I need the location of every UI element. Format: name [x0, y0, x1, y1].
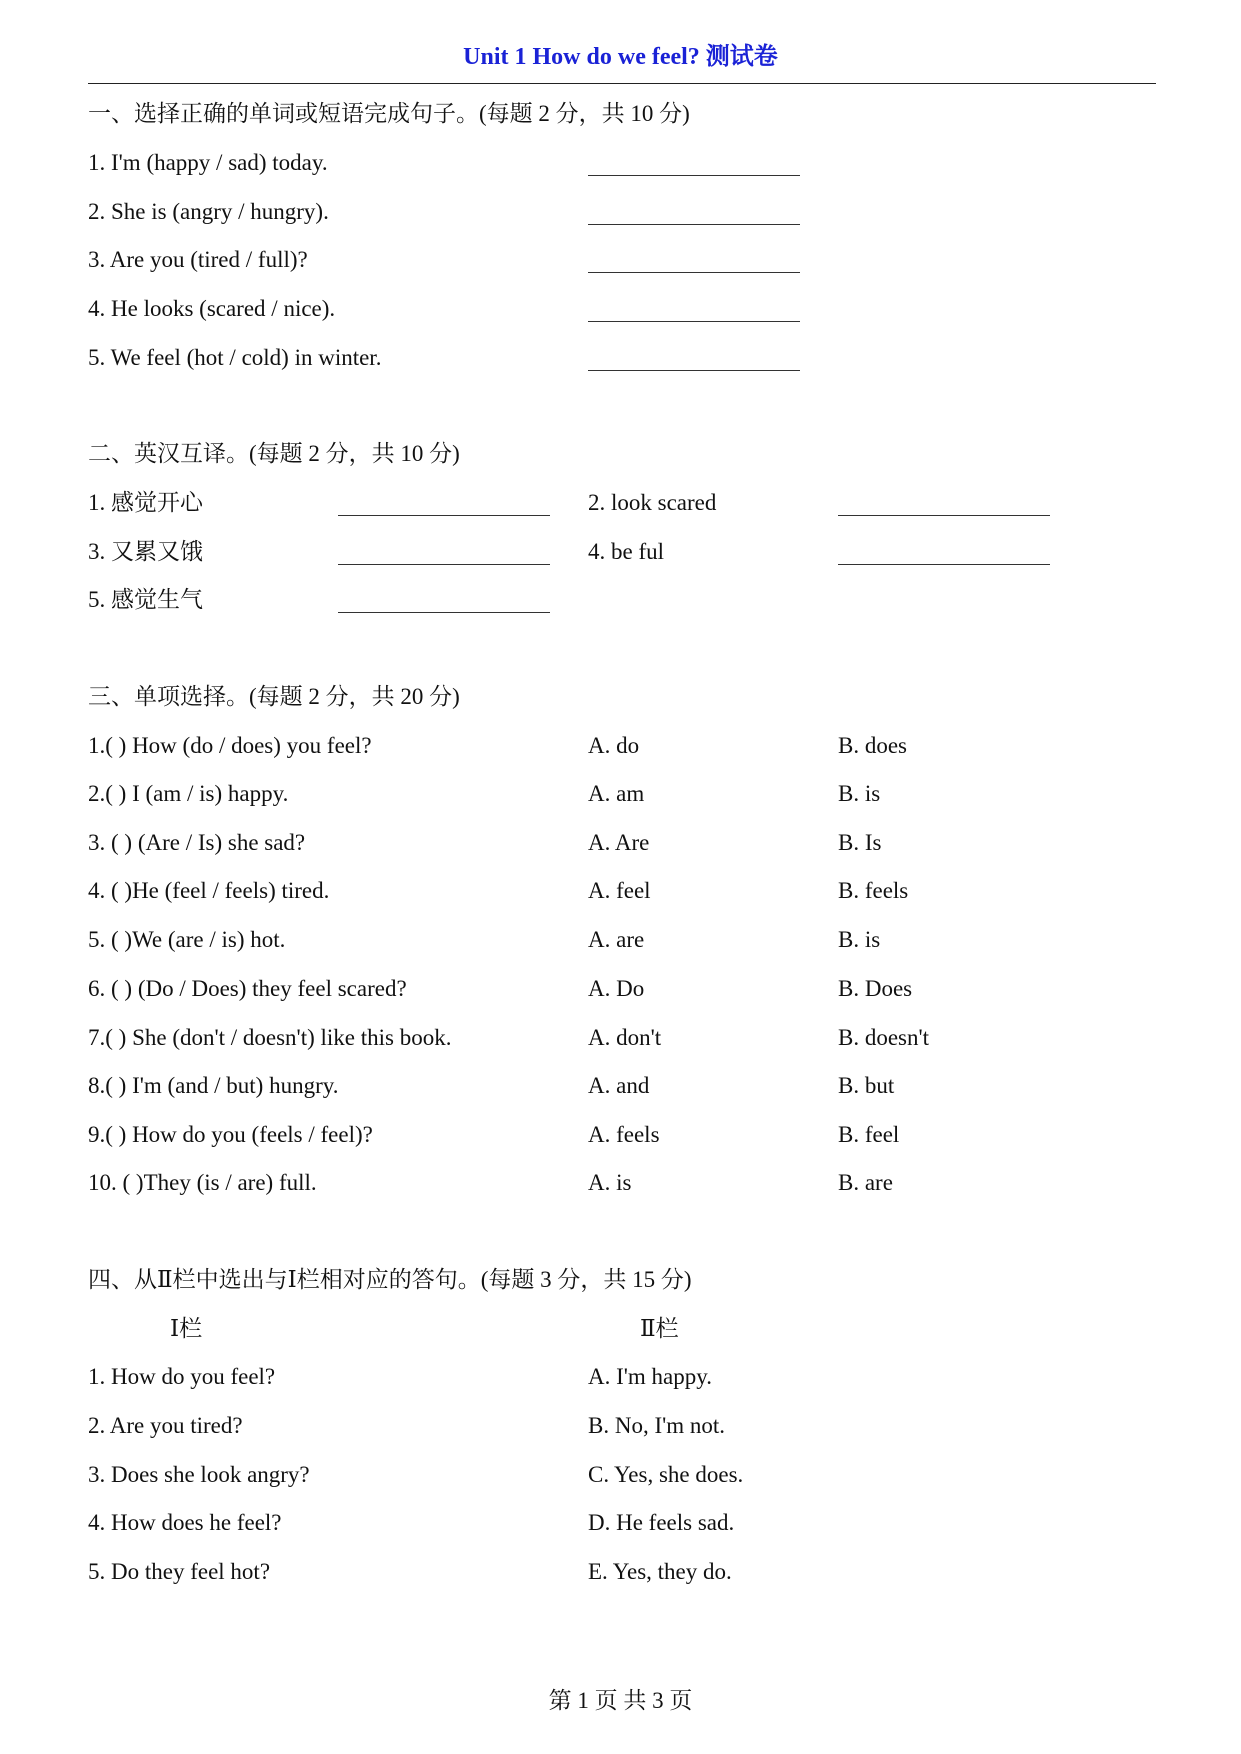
mc-question: 6. ( ) (Do / Does) they feel scared? — [88, 976, 407, 1001]
section1-item: 5. We feel (hot / cold) in winter. — [88, 345, 382, 370]
column-title-1: Ⅰ栏 — [170, 1316, 203, 1341]
section1-item: 4. He looks (scared / nice). — [88, 296, 336, 321]
mc-question: 3. ( ) (Are / Is) she sad? — [88, 830, 306, 855]
section4-heading: 四、从Ⅱ栏中选出与Ⅰ栏相对应的答句。(每题 3 分，共 15 分) — [88, 1267, 692, 1292]
mc-question: 5. ( )We (are / is) hot. — [88, 927, 286, 952]
section3-heading: 三、单项选择。(每题 2 分，共 20 分) — [88, 684, 460, 709]
mc-option-a: A. feel — [588, 878, 651, 903]
mc-option-b: B. feels — [838, 878, 909, 903]
page-title: Unit 1 How do we feel? 测试卷 — [463, 44, 778, 70]
mc-option-a: A. don't — [588, 1025, 662, 1050]
section2-item: 3. 又累又饿 — [88, 539, 203, 564]
page-number: 第 1 页 共 3 页 — [548, 1688, 693, 1713]
answer-blank[interactable] — [338, 515, 550, 516]
mc-question: 10. ( )They (is / are) full. — [88, 1170, 317, 1195]
answer-blank[interactable] — [588, 272, 800, 273]
mc-option-a: A. Do — [588, 976, 645, 1001]
mc-option-b: B. Is — [838, 830, 882, 855]
mc-option-b: B. are — [838, 1170, 893, 1195]
answer-blank[interactable] — [838, 515, 1050, 516]
answer-blank[interactable] — [588, 321, 800, 322]
match-answer: A. I'm happy. — [588, 1364, 713, 1389]
mc-question: 7.( ) She (don't / doesn't) like this book. — [88, 1025, 452, 1050]
section1-item: 1. I'm (happy / sad) today. — [88, 150, 328, 175]
answer-blank[interactable] — [588, 224, 800, 225]
section2-item: 1. 感觉开心 — [88, 490, 203, 515]
match-answer: E. Yes, they do. — [588, 1559, 732, 1584]
section1-item: 2. She is (angry / hungry). — [88, 199, 329, 224]
match-question: 2. Are you tired? — [88, 1413, 243, 1438]
mc-question: 1.( ) How (do / does) you feel? — [88, 733, 372, 758]
match-question: 4. How does he feel? — [88, 1510, 282, 1535]
section2-heading: 二、英汉互译。(每题 2 分，共 10 分) — [88, 441, 460, 466]
mc-option-a: A. and — [588, 1073, 650, 1098]
header-divider — [88, 83, 1156, 84]
mc-option-a: A. feels — [588, 1122, 660, 1147]
mc-option-b: B. Does — [838, 976, 913, 1001]
mc-option-a: A. do — [588, 733, 640, 758]
section2-item: 2. look scared — [588, 490, 717, 515]
match-question: 1. How do you feel? — [88, 1364, 276, 1389]
match-answer: D. He feels sad. — [588, 1510, 735, 1535]
match-question: 3. Does she look angry? — [88, 1462, 310, 1487]
mc-option-a: A. is — [588, 1170, 632, 1195]
answer-blank[interactable] — [338, 612, 550, 613]
mc-option-a: A. am — [588, 781, 645, 806]
mc-option-b: B. is — [838, 781, 881, 806]
mc-question: 2.( ) I (am / is) happy. — [88, 781, 289, 806]
answer-blank[interactable] — [588, 370, 800, 371]
mc-option-b: B. but — [838, 1073, 895, 1098]
answer-blank[interactable] — [338, 564, 550, 565]
answer-blank[interactable] — [588, 175, 800, 176]
match-answer: B. No, I'm not. — [588, 1413, 726, 1438]
mc-option-a: A. are — [588, 927, 645, 952]
mc-question: 4. ( )He (feel / feels) tired. — [88, 878, 330, 903]
mc-option-b: B. feel — [838, 1122, 900, 1147]
match-answer: C. Yes, she does. — [588, 1462, 744, 1487]
mc-option-b: B. is — [838, 927, 881, 952]
match-question: 5. Do they feel hot? — [88, 1559, 271, 1584]
mc-question: 8.( ) I'm (and / but) hungry. — [88, 1073, 339, 1098]
mc-question: 9.( ) How do you (feels / feel)? — [88, 1122, 373, 1147]
mc-option-b: B. does — [838, 733, 907, 758]
mc-option-b: B. doesn't — [838, 1025, 930, 1050]
section1-heading: 一、选择正确的单词或短语完成句子。(每题 2 分，共 10 分) — [88, 101, 690, 126]
section2-item: 4. be ful — [588, 539, 665, 564]
answer-blank[interactable] — [838, 564, 1050, 565]
mc-option-a: A. Are — [588, 830, 650, 855]
column-title-2: Ⅱ栏 — [640, 1316, 679, 1341]
section2-item: 5. 感觉生气 — [88, 587, 203, 612]
section1-item: 3. Are you (tired / full)? — [88, 247, 308, 272]
